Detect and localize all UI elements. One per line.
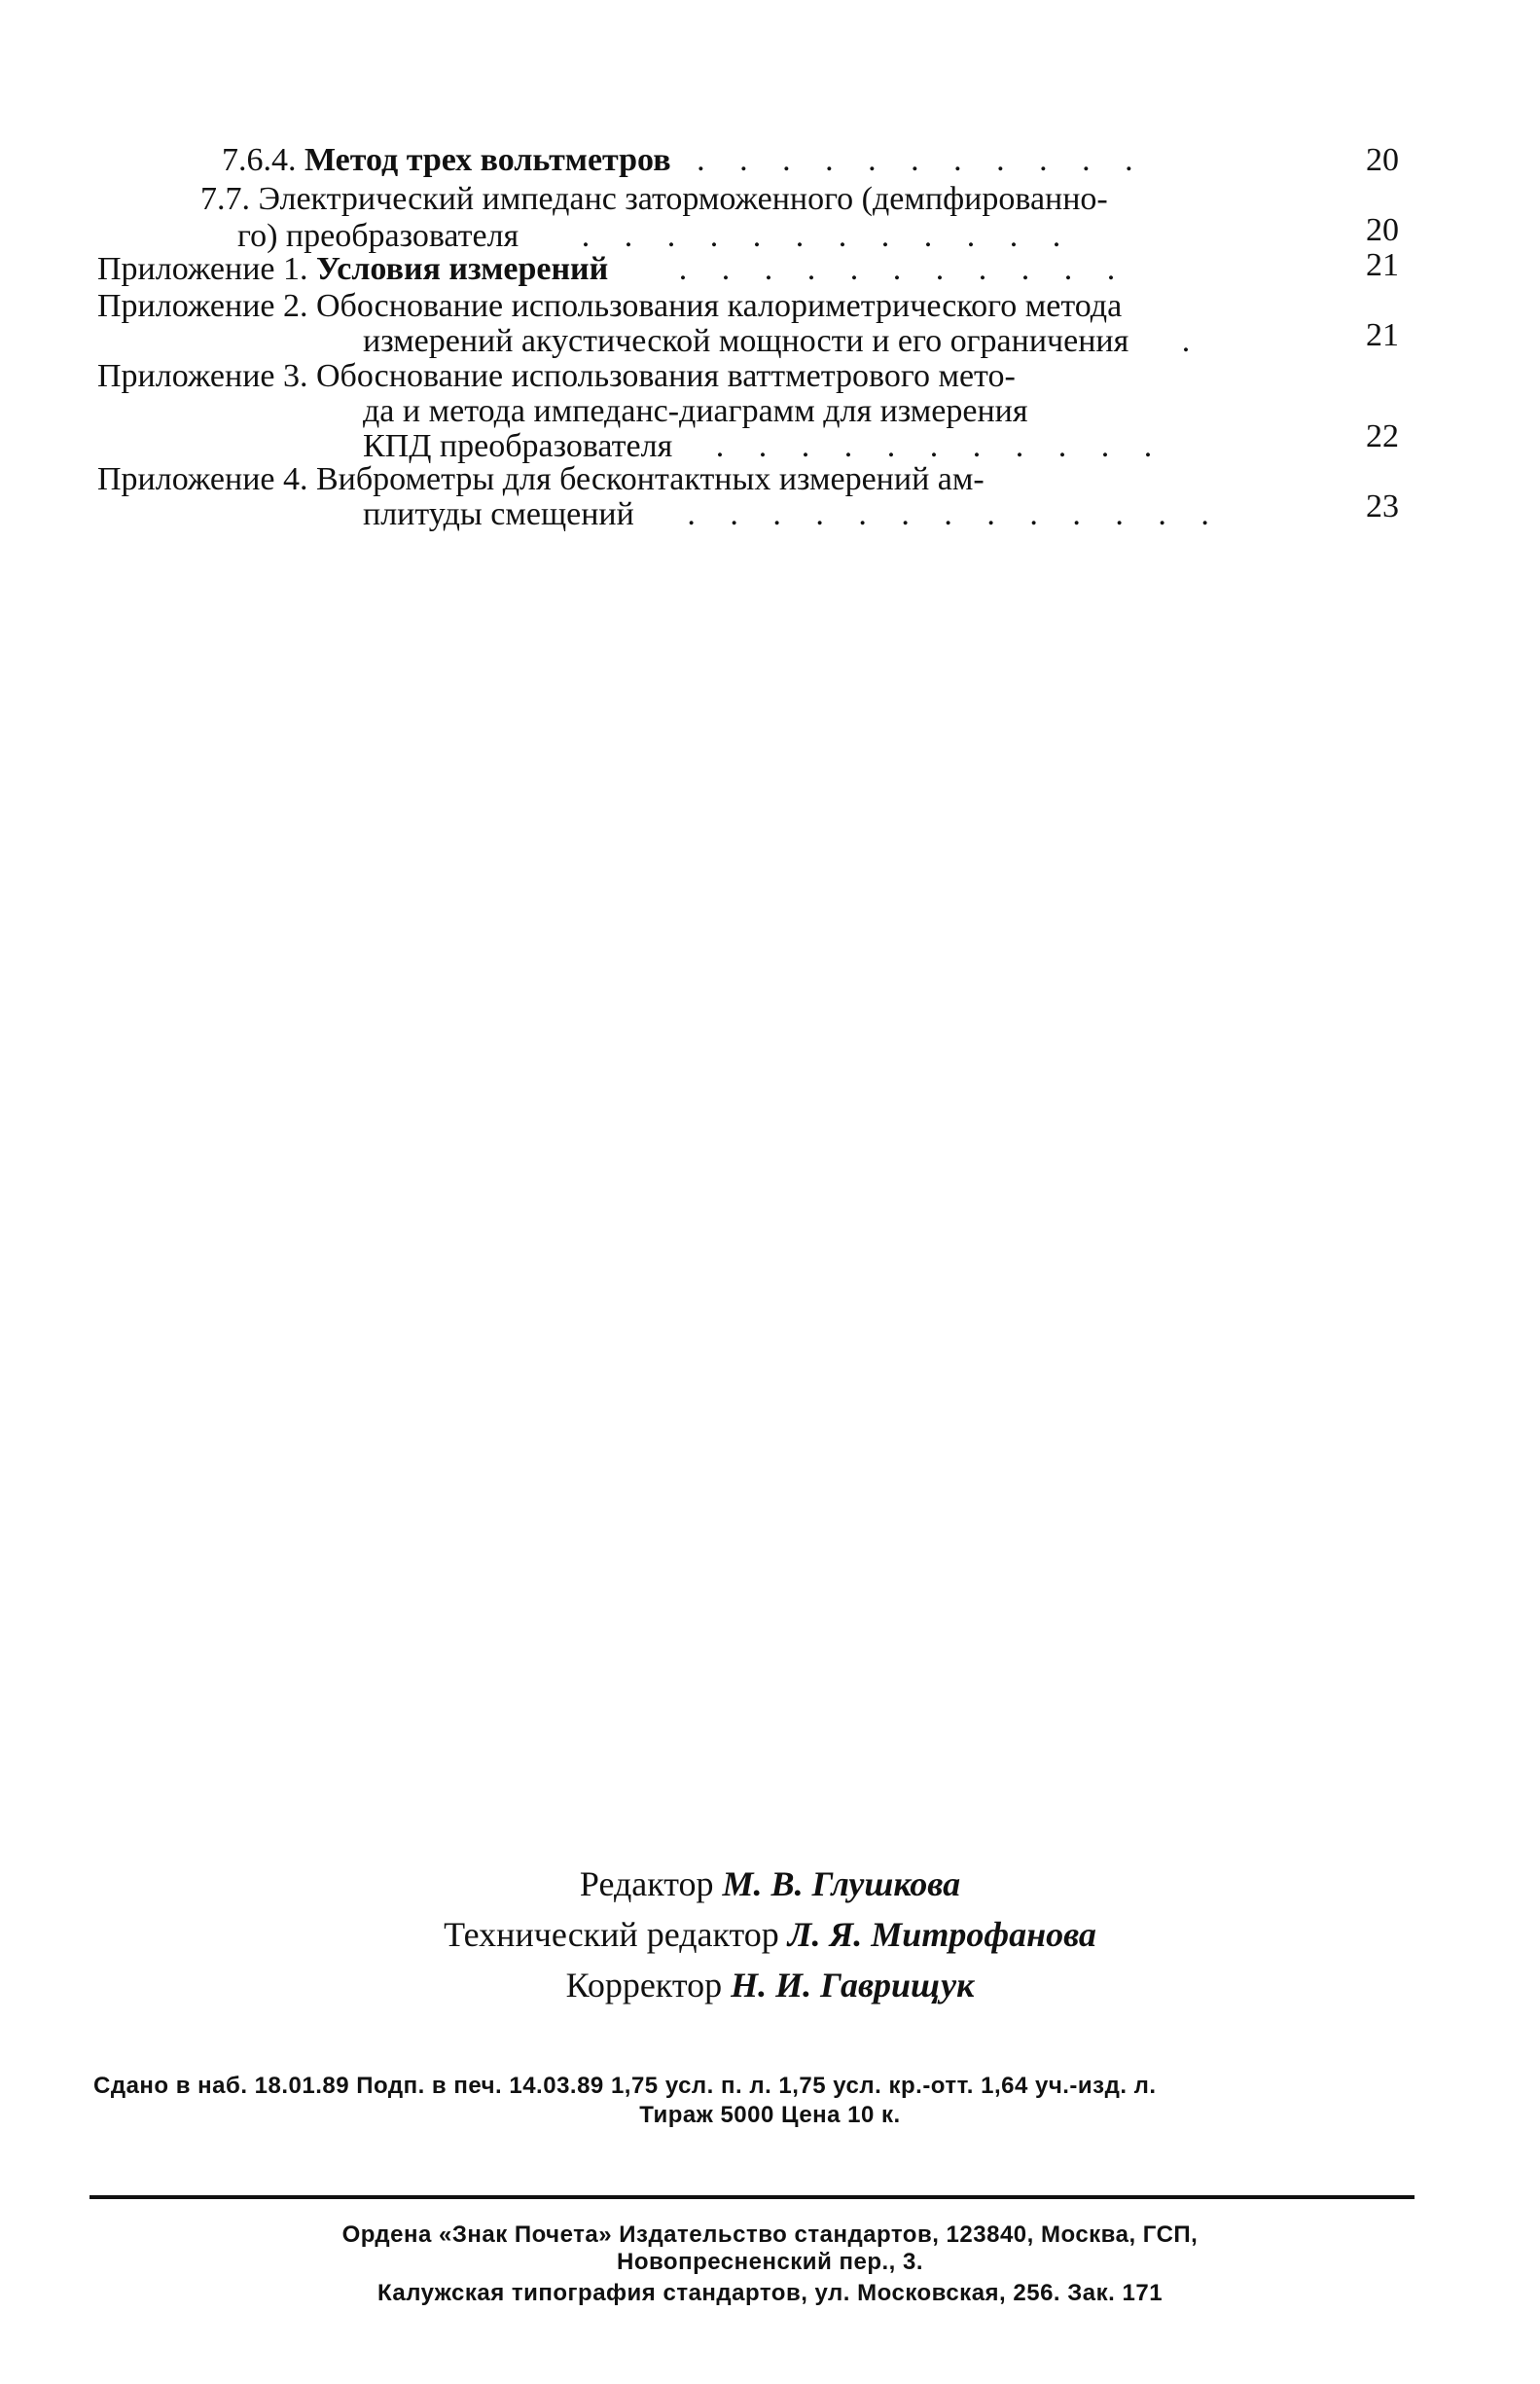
toc-entry-title-line2: да и метода импеданс-диаграмм для измерения xyxy=(363,393,1028,429)
toc-entry-title-line3: КПД преобразователя xyxy=(363,428,673,464)
editor-name: М. В. Глушкова xyxy=(722,1864,961,1903)
toc-entry-title-line1: Виброметры для бесконтактных измерений ам- xyxy=(315,461,985,497)
toc-leader-dots: . . . . . . . . . . . . . xyxy=(687,496,1223,532)
toc-entry-7-7-cont xyxy=(237,218,1074,255)
toc-entry-appendix-3-cont2 xyxy=(363,428,1165,465)
publisher-line-1: Ордена «Знак Почета» Издательство стандартов, 123840, Москва, ГСП, xyxy=(341,2221,1199,2248)
toc-leader-dots: . . . . . . . . . . . xyxy=(715,428,1165,464)
toc-entry-appendix-3 xyxy=(97,358,1016,395)
imprint-line-1: Сдано в наб. 18.01.89 Подп. в печ. 14.03.89 1,75 усл. п. л. 1,75 усл. кр.-отт. 1,64 уч.-изд. л. xyxy=(93,2073,1157,2099)
imprint-line-2: Тираж 5000 Цена 10 к. xyxy=(639,2102,901,2128)
toc-entry-title-line1: Обоснование использования ваттметрового мето- xyxy=(315,358,1016,394)
toc-page-number: 20 xyxy=(1366,212,1399,248)
toc-entry-number: 7.7. xyxy=(200,181,250,217)
toc-leader-dots: . . . . . . . . . . . . xyxy=(581,218,1074,254)
toc-entry-title-line2: го) преобразователя xyxy=(237,218,519,254)
toc-entry-appendix-4-cont xyxy=(363,496,1222,533)
toc-entry-title: Метод трех вольтметров xyxy=(304,142,671,178)
corrector-name: Н. И. Гаврищук xyxy=(731,1966,975,2005)
toc-entry-appendix-2-cont xyxy=(363,323,1203,360)
toc-entry-number: 7.6.4. xyxy=(222,142,297,178)
toc-entry-label: Приложение 4. xyxy=(97,461,308,497)
toc-leader-dots: . . . . . . . . . . . xyxy=(678,251,1128,287)
toc-leader-dots: . xyxy=(1181,323,1203,359)
tech-editor-credit xyxy=(0,1914,1540,1955)
divider-rule xyxy=(90,2195,1415,2199)
toc-entry-title-line1: Обоснование использования калориметрического метода xyxy=(315,288,1123,324)
printer-line: Калужская типография стандартов, ул. Московская, 256. Зак. 171 xyxy=(376,2280,1164,2306)
toc-entry-title: Условия измерений xyxy=(315,251,609,287)
editor-role: Редактор xyxy=(579,1864,714,1903)
toc-entry-label: Приложение 2. xyxy=(97,288,308,324)
toc-entry-title-line2: плитуды смещений xyxy=(363,496,634,532)
toc-entry-appendix-4 xyxy=(97,461,985,498)
toc-entry-title-line1: Электрический импеданс заторможенного (демпфированно- xyxy=(258,181,1108,217)
toc-entry-appendix-3-cont1 xyxy=(363,393,1028,430)
tech-editor-name: Л. Я. Митрофанова xyxy=(787,1915,1096,1954)
toc-page-number: 21 xyxy=(1366,247,1399,283)
toc-page-number: 23 xyxy=(1366,488,1399,524)
toc-entry-label: Приложение 3. xyxy=(97,358,308,394)
toc-page-number: 21 xyxy=(1366,317,1399,353)
toc-entry-7-7 xyxy=(200,181,1108,218)
toc-entry-label: Приложение 1. xyxy=(97,251,308,287)
toc-leader-dots: . . . . . . . . . . . xyxy=(697,142,1147,178)
toc-entry-title-line2: измерений акустической мощности и его ограничения xyxy=(363,323,1129,359)
publisher-line-2: Новопресненский пер., 3. xyxy=(616,2249,924,2275)
corrector-credit xyxy=(0,1965,1540,2005)
toc-entry-appendix-1 xyxy=(97,251,1128,288)
table-of-contents xyxy=(0,0,1540,545)
toc-entry-appendix-2 xyxy=(97,288,1122,325)
toc-entry-7-6-4 xyxy=(222,142,1146,179)
toc-page-number: 22 xyxy=(1366,418,1399,454)
editor-credit xyxy=(0,1863,1540,1904)
tech-editor-role: Технический редактор xyxy=(444,1915,779,1954)
toc-page-number: 20 xyxy=(1366,142,1399,178)
corrector-role: Корректор xyxy=(565,1966,723,2005)
